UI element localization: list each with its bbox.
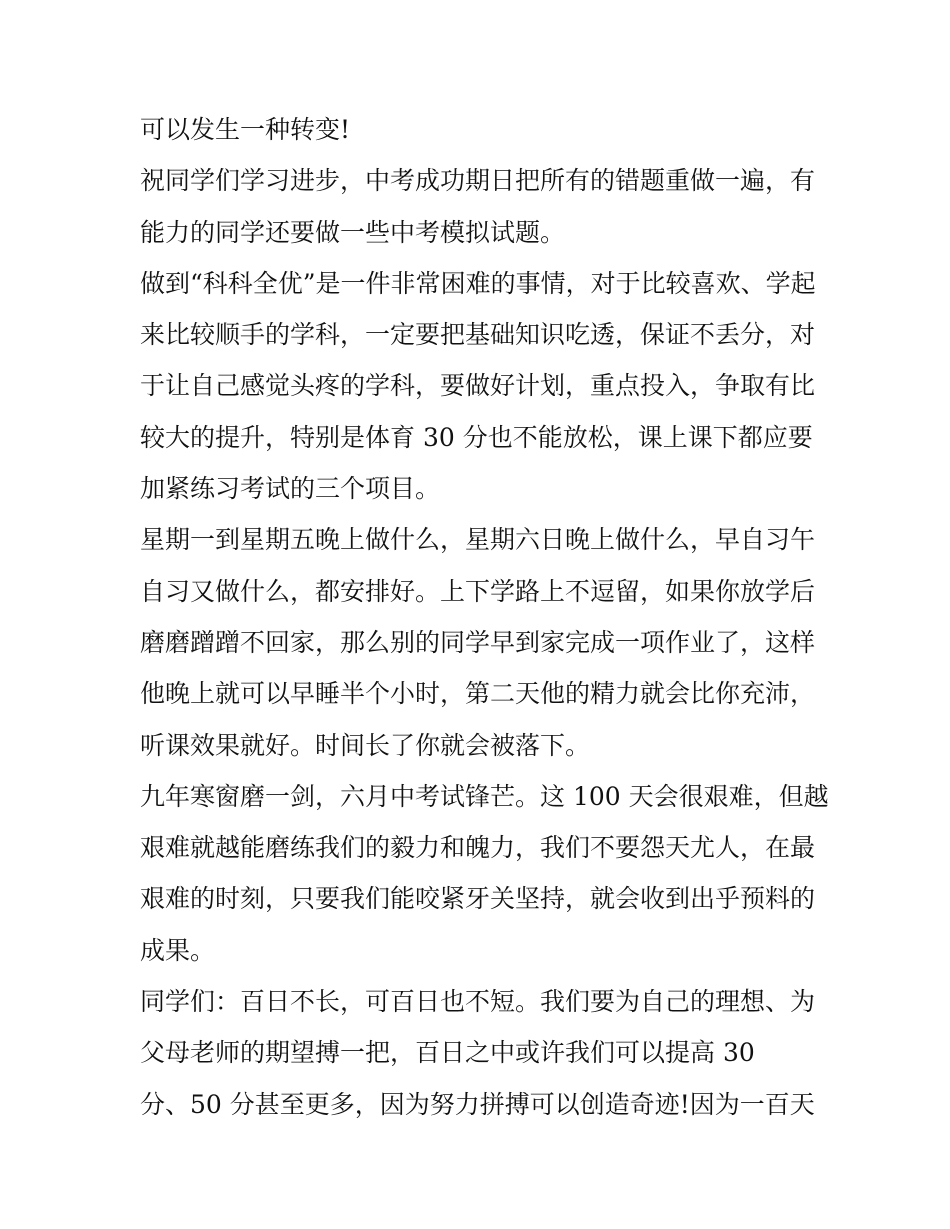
- text-line: 父母老师的期望搏一把，百日之中或许我们可以提高 30: [140, 1038, 755, 1068]
- text-line: 艰难的时刻，只要我们能咬紧牙关坚持，就会收到出乎预料的: [140, 884, 816, 914]
- text-line: 自习又做什么，都安排好。上下学路上不逗留，如果你放学后: [140, 576, 816, 606]
- text-line: 可以发生一种转变!: [140, 115, 351, 144]
- text-line: 来比较顺手的学科，一定要把基础知识吃透，保证不丢分，对: [140, 320, 816, 350]
- text-line: 祝同学们学习进步，中考成功期日把所有的错题重做一遍，有: [140, 166, 816, 196]
- text-line: 分、50 分甚至更多，因为努力拼搏可以创造奇迹!因为一百天: [140, 1089, 815, 1119]
- text-line: 能力的同学还要做一些中考模拟试题。: [140, 217, 566, 247]
- text-line: 听课效果就好。时间长了你就会被落下。: [140, 730, 591, 760]
- text-line: 做到“科科全优”是一件非常困难的事情，对于比较喜欢、学起: [140, 268, 816, 298]
- body-text: [140, 104, 829, 1130]
- text-line: 星期一到星期五晚上做什么，星期六日晚上做什么，早自习午: [140, 525, 816, 555]
- text-line: 他晚上就可以早睡半个小时，第二天他的精力就会比你充沛，: [140, 679, 816, 709]
- text-line: 较大的提升，特别是体育 30 分也不能放松，课上课下都应要: [140, 422, 813, 452]
- text-line: 于让自己感觉头疼的学科，要做好计划，重点投入，争取有比: [140, 371, 816, 401]
- text-line: 成果。: [140, 935, 216, 965]
- text-line: 同学们：百日不长，可百日也不短。我们要为自己的理想、为: [140, 987, 816, 1017]
- text-line: 艰难就越能磨练我们的毅力和魄力，我们不要怨天尤人，在最: [140, 833, 816, 863]
- text-line: 加紧练习考试的三个项目。: [140, 474, 441, 504]
- text-line: 磨磨蹭蹭不回家，那么别的同学早到家完成一项作业了，这样: [140, 627, 816, 657]
- text-line: 九年寒窗磨一剑，六月中考试锋芒。这 100 天会很艰难，但越: [140, 781, 829, 811]
